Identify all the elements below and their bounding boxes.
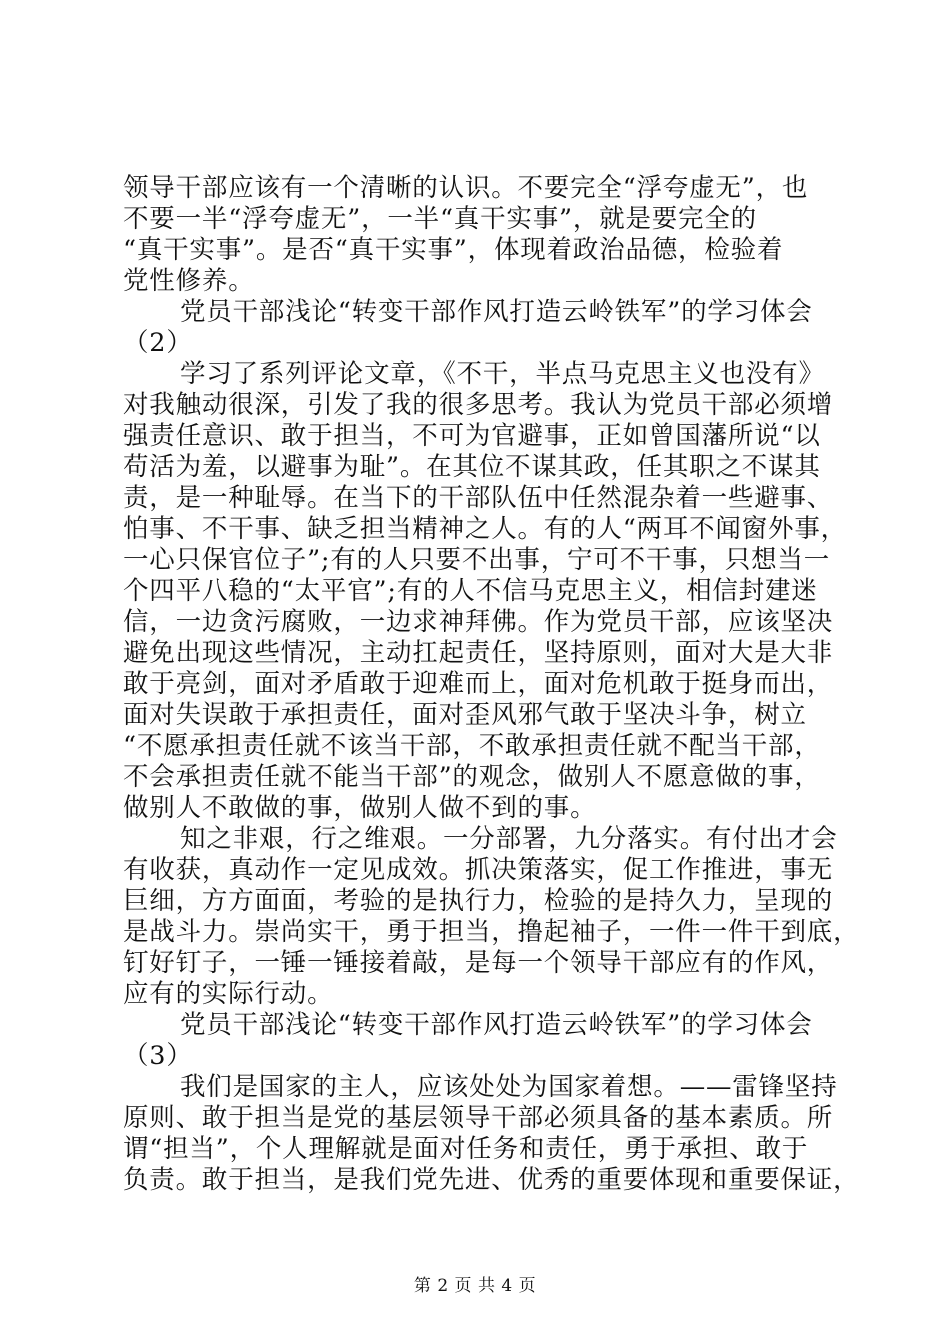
text-line: 原则、敢于担当是党的基层领导干部必须具备的基本素质。所	[123, 1103, 834, 1133]
text-line: “真干实事”。是否“真干实事”，体现着政治品德，检验着	[123, 235, 784, 265]
page-number-label: 第 2 页 共 4 页	[413, 1276, 537, 1296]
text-line: 做别人不敢做的事，做别人做不到的事。	[123, 793, 597, 823]
section-heading-number: （2）	[123, 328, 193, 358]
section-heading: 党员干部浅论“转变干部作风打造云岭铁军”的学习体会	[180, 297, 813, 327]
text-line: 敢于亮剑，面对矛盾敢于迎难而上，面对危机敢于挺身而出，	[123, 669, 834, 699]
paragraph-start: 知之非艰，行之维艰。一分部署，九分落实。有付出才会	[180, 824, 838, 854]
text-line: 谓“担当”，个人理解就是面对任务和责任，勇于承担、敢于	[123, 1134, 809, 1164]
text-line: 怕事、不干事、缺乏担当精神之人。有的人“两耳不闻窗外事，	[123, 514, 847, 544]
text-line: 对我触动很深，引发了我的很多思考。我认为党员干部必须增	[123, 390, 834, 420]
text-line: 强责任意识、敢于担当，不可为官避事，正如曾国藩所说“以	[123, 421, 821, 451]
document-body	[123, 173, 860, 1196]
paragraph-start: 我们是国家的主人，应该处处为国家着想。——雷锋坚持	[180, 1072, 838, 1102]
text-line: 负责。敢于担当，是我们党先进、优秀的重要体现和重要保证，	[123, 1165, 860, 1195]
text-line: 避免出现这些情况，主动扛起责任，坚持原则，面对大是大非	[123, 638, 834, 668]
text-line: 党性修养。	[123, 266, 255, 296]
text-line: 不要一半“浮夸虚无”，一半“真干实事”，就是要完全的	[123, 204, 757, 234]
section-heading-number: （3）	[123, 1041, 193, 1071]
text-line: 信，一边贪污腐败，一边求神拜佛。作为党员干部，应该坚决	[123, 607, 834, 637]
text-line: 苟活为羞，以避事为耻”。在其位不谋其政，任其职之不谋其	[123, 452, 821, 482]
text-line: 钉好钉子，一锤一锤接着敲，是每一个领导干部应有的作风，	[123, 948, 834, 978]
paragraph-start: 学习了系列评论文章，《不干，半点马克思主义也没有》	[180, 359, 825, 389]
text-line: 应有的实际行动。	[123, 979, 334, 1009]
text-line: 巨细，方方面面，考验的是执行力，检验的是持久力，呈现的	[123, 886, 834, 916]
text-line: 有收获，真动作一定见成效。抓决策落实，促工作推进，事无	[123, 855, 834, 885]
text-line: 面对失误敢于承担责任，面对歪风邪气敢于坚决斗争，树立	[123, 700, 807, 730]
text-line: 个四平八稳的“太平官”;有的人不信马克思主义，相信封建迷	[123, 576, 818, 606]
text-line: “不愿承担责任就不该当干部，不敢承担责任就不配当干部，	[123, 731, 821, 761]
section-heading: 党员干部浅论“转变干部作风打造云岭铁军”的学习体会	[180, 1010, 813, 1040]
page-footer	[0, 1276, 950, 1296]
text-line: 领导干部应该有一个清晰的认识。不要完全“浮夸虚无”，也	[123, 173, 809, 203]
text-line: 是战斗力。崇尚实干，勇于担当，撸起袖子，一件一件干到底，	[123, 917, 860, 947]
text-line: 一心只保官位子”;有的人只要不出事，宁可不干事，只想当一	[123, 545, 831, 575]
text-line: 责，是一种耻辱。在当下的干部队伍中任然混杂着一些避事、	[123, 483, 834, 513]
text-line: 不会承担责任就不能当干部”的观念，做别人不愿意做的事，	[123, 762, 821, 792]
